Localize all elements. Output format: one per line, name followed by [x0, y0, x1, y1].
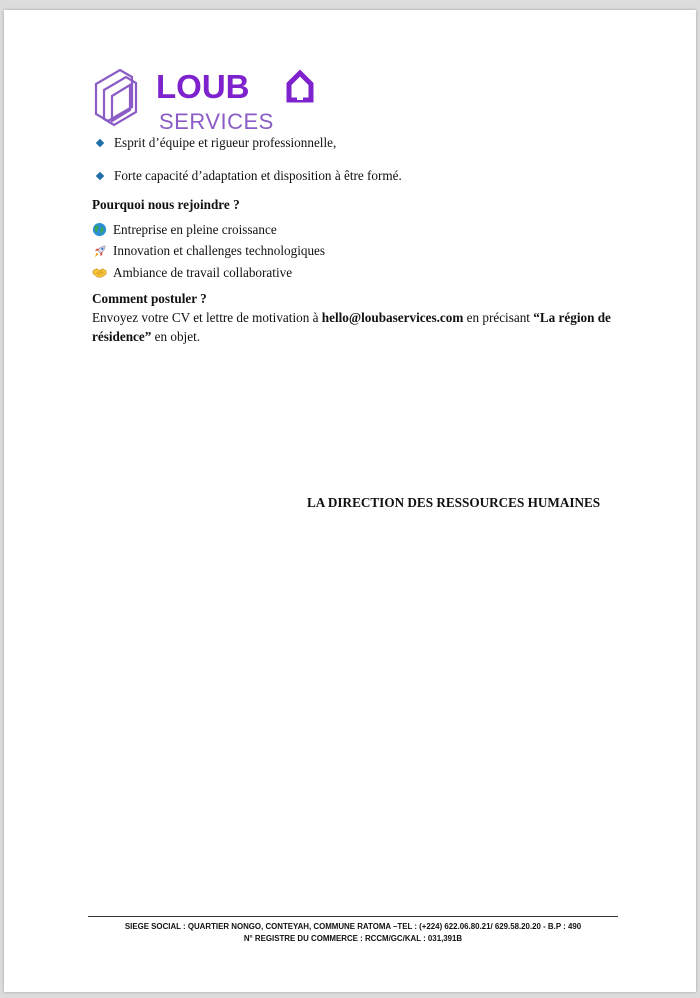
list-item [92, 168, 652, 184]
footer [88, 921, 618, 945]
apply-text-end: en objet. [151, 329, 201, 344]
footer-registry: N° REGISTRE DU COMMERCE : RCCM/GC/KAL : 031,391B [243, 934, 463, 943]
list-item-text: Ambiance de travail collaborative [113, 264, 293, 280]
list-item-text: Esprit d’équipe et rigueur professionnelle, [114, 135, 337, 150]
list-item-text: Entreprise en pleine croissance [113, 221, 277, 237]
logo-sub-text: SERVICES [159, 109, 274, 134]
handshake-icon [92, 265, 107, 280]
company-logo [90, 62, 330, 142]
footer-address: SIEGE SOCIAL : QUARTIER NONGO, CONTEYAH, COMMUNE RATOMA –TEL : (+224) 622.06.80.21/ 629.58.20.20 - B.P : 490 [124, 922, 582, 931]
diamond-bullet-icon [96, 172, 104, 180]
why-join-heading: Pourquoi nous rejoindre ? [92, 197, 240, 212]
list-item [92, 262, 652, 284]
document-page [4, 10, 696, 992]
list-item-text: Forte capacité d’adaptation et disposition à être formé. [114, 168, 402, 183]
how-to-apply-text [92, 308, 612, 346]
logo-mark-icon [96, 70, 136, 125]
apply-text-middle: en précisant [463, 310, 534, 325]
qualities-list [92, 135, 652, 184]
list-item [92, 241, 652, 263]
list-item-text: Innovation et challenges technologiques [113, 243, 326, 259]
list-item [92, 219, 652, 241]
how-to-apply-heading: Comment postuler ? [92, 291, 207, 306]
rocket-icon [92, 244, 107, 259]
apply-text-start: Envoyez votre CV et lettre de motivation à [92, 310, 322, 325]
hr-signature: LA DIRECTION DES RESSOURCES HUMAINES [307, 495, 601, 510]
list-item [92, 135, 652, 151]
diamond-bullet-icon [96, 139, 104, 147]
logo-main-text: LOUB [156, 68, 250, 105]
email-subject: “La région de résidence” [92, 310, 611, 344]
globe-icon [92, 222, 107, 237]
contact-email: hello@loubaservices.com [321, 310, 464, 325]
footer-divider [88, 916, 618, 917]
why-join-list [92, 219, 652, 284]
